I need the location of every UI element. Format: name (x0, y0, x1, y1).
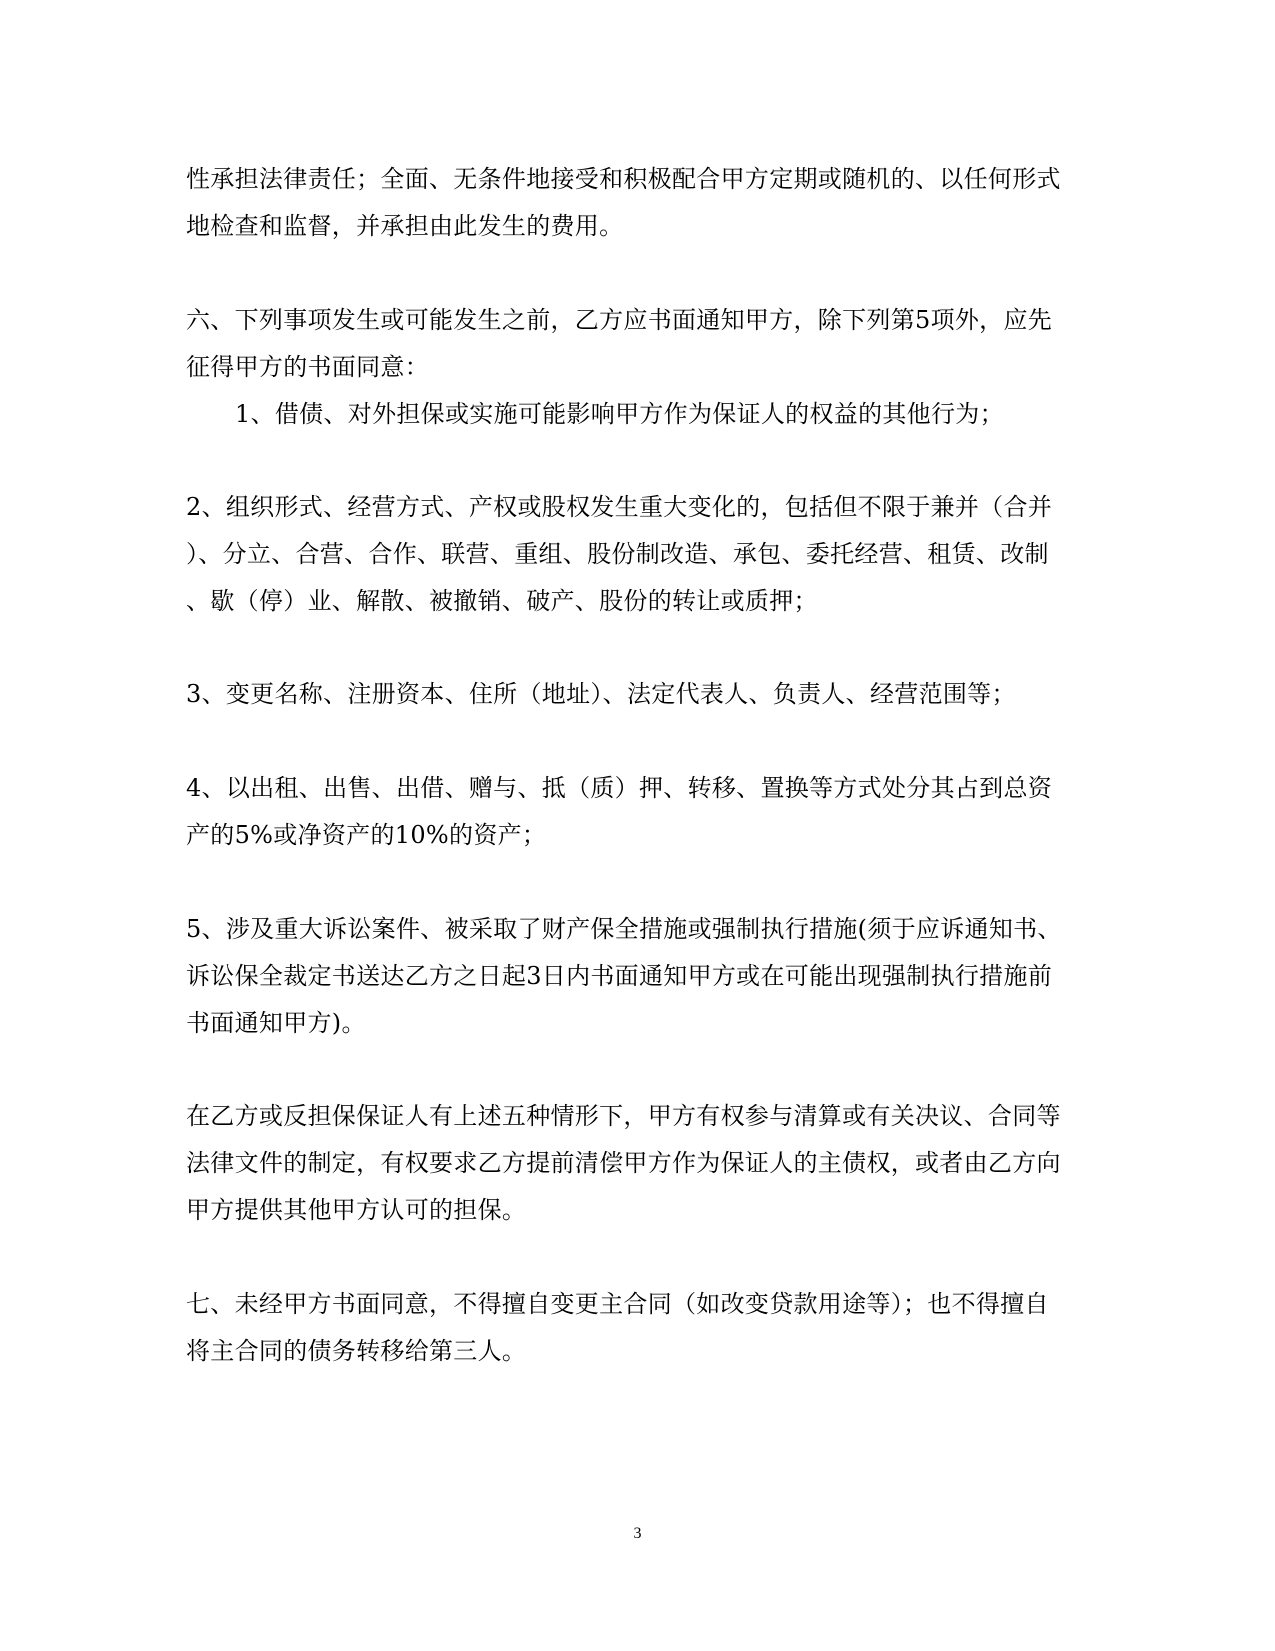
text-line: ）、分立、合营、合作、联营、重组、股份制改造、承包、委托经营、租赁、改制 (186, 540, 1049, 568)
text-line: 2、组织形式、经营方式、产权或股权发生重大变化的，包括但不限于兼并（合并 (186, 493, 1053, 521)
text-line: 性承担法律责任；全面、无条件地接受和积极配合甲方定期或随机的、以任何形式 (186, 165, 1061, 193)
text-line: 1、借债、对外担保或实施可能影响甲方作为保证人的权益的其他行为； (235, 400, 1004, 428)
text-line: 法律文件的制定，有权要求乙方提前清偿甲方作为保证人的主债权，或者由乙方向 (186, 1149, 1061, 1177)
text-line: 六、下列事项发生或可能发生之前，乙方应书面通知甲方，除下列第5项外，应先 (186, 306, 1053, 334)
text-line: 3、变更名称、注册资本、住所（地址）、法定代表人、负责人、经营范围等； (186, 680, 1016, 708)
text-line: 4、以出租、出售、出借、赠与、抵（质）押、转移、置换等方式处分其占到总资 (186, 774, 1053, 802)
text-line: 产的5%或净资产的10%的资产； (186, 821, 547, 849)
text-line: 5、涉及重大诉讼案件、被采取了财产保全措施或强制执行措施(须于应诉通知书、 (186, 915, 1062, 943)
text-line: 诉讼保全裁定书送达乙方之日起3日内书面通知甲方或在可能出现强制执行措施前 (186, 962, 1053, 990)
text-line: 甲方提供其他甲方认可的担保。 (186, 1196, 527, 1224)
text-line: 地检查和监督，并承担由此发生的费用。 (186, 212, 624, 240)
text-line: 、歇（停）业、解散、被撤销、破产、股份的转让或质押； (186, 587, 818, 615)
text-line: 征得甲方的书面同意： (186, 353, 429, 381)
text-line: 七、未经甲方书面同意，不得擅自变更主合同（如改变贷款用途等）；也不得擅自 (186, 1290, 1049, 1318)
text-line: 在乙方或反担保保证人有上述五种情形下，甲方有权参与清算或有关决议、合同等 (186, 1102, 1061, 1130)
text-line: 书面通知甲方)。 (186, 1009, 366, 1037)
text-line: 将主合同的债务转移给第三人。 (186, 1337, 527, 1365)
page-number: 3 (633, 1525, 642, 1542)
